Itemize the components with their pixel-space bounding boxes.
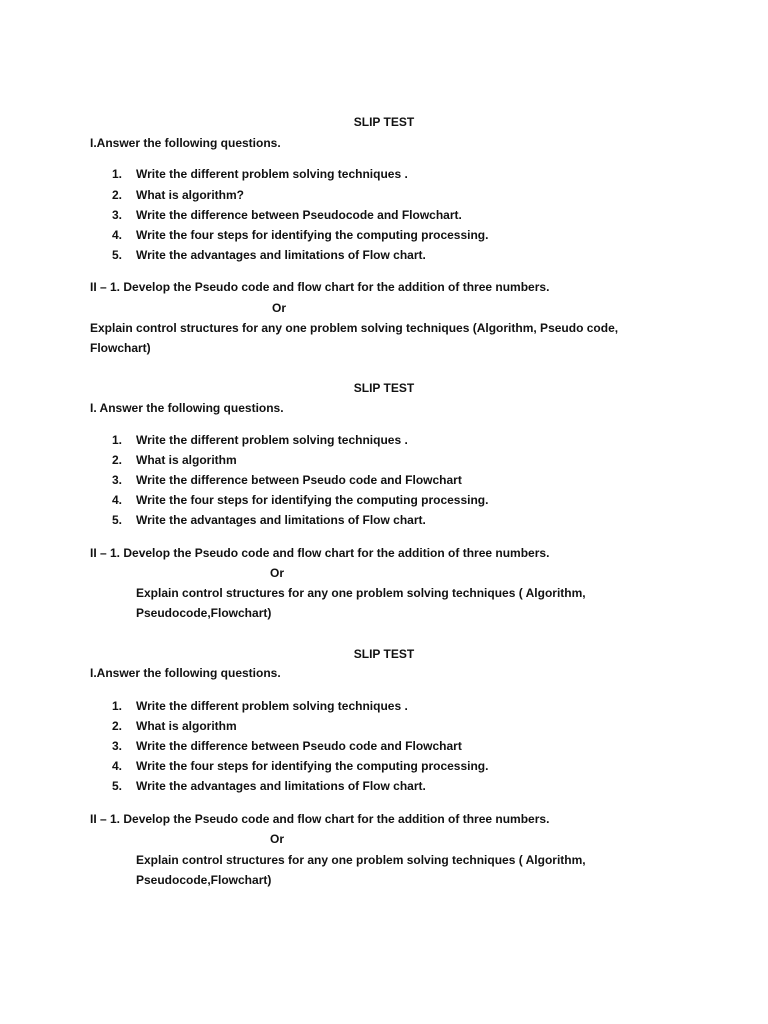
or-label: Or xyxy=(272,301,287,315)
question-number: 3. xyxy=(112,473,123,487)
or-label: Or xyxy=(270,832,285,846)
explain-question-line-1: Explain control structures for any one problem solving techniques (Algorithm, Pseudo code, xyxy=(90,321,619,335)
section-1-heading: I.Answer the following questions. xyxy=(90,666,281,680)
question-number: 2. xyxy=(112,188,123,202)
explain-question-line-2: Pseudocode,Flowchart) xyxy=(136,873,272,887)
question-text: Write the four steps for identifying the computing processing. xyxy=(136,228,489,242)
question-number: 4. xyxy=(112,493,123,507)
question-text: What is algorithm xyxy=(136,719,237,733)
slip-test-title: SLIP TEST xyxy=(353,381,415,395)
question-text: Write the four steps for identifying the computing processing. xyxy=(136,493,489,507)
explain-question-line-1: Explain control structures for any one problem solving techniques ( Algorithm, xyxy=(136,586,586,600)
question-text: Write the different problem solving techniques . xyxy=(136,167,408,181)
question-text: Write the advantages and limitations of Flow chart. xyxy=(136,779,426,793)
question-number: 4. xyxy=(112,228,123,242)
question-number: 5. xyxy=(112,779,123,793)
question-number: 2. xyxy=(112,453,123,467)
question-text: What is algorithm xyxy=(136,453,237,467)
question-text: What is algorithm? xyxy=(136,188,244,202)
question-number: 1. xyxy=(112,699,123,713)
question-text: Write the different problem solving techniques . xyxy=(136,433,408,447)
question-text: Write the difference between Pseudo code and Flowchart xyxy=(136,473,462,487)
question-number: 2. xyxy=(112,719,123,733)
section-1-heading: I.Answer the following questions. xyxy=(90,136,281,150)
question-text: Write the difference between Pseudocode and Flowchart. xyxy=(136,208,462,222)
question-number: 5. xyxy=(112,513,123,527)
explain-question-line-2: Pseudocode,Flowchart) xyxy=(136,606,272,620)
question-number: 5. xyxy=(112,248,123,262)
question-number: 3. xyxy=(112,208,123,222)
question-number: 1. xyxy=(112,433,123,447)
section-2-question: II – 1. Develop the Pseudo code and flow chart for the addition of three numbers. xyxy=(90,280,550,294)
question-text: Write the advantages and limitations of Flow chart. xyxy=(136,513,426,527)
slip-test-title: SLIP TEST xyxy=(353,647,415,661)
section-2-question: II – 1. Develop the Pseudo code and flow chart for the addition of three numbers. xyxy=(90,812,550,826)
question-text: Write the different problem solving techniques . xyxy=(136,699,408,713)
explain-question-line-1: Explain control structures for any one problem solving techniques ( Algorithm, xyxy=(136,853,586,867)
question-number: 4. xyxy=(112,759,123,773)
section-1-heading: I. Answer the following questions. xyxy=(90,401,284,415)
explain-question-line-2: Flowchart) xyxy=(90,341,151,355)
or-label: Or xyxy=(270,566,285,580)
section-2-question: II – 1. Develop the Pseudo code and flow chart for the addition of three numbers. xyxy=(90,546,550,560)
slip-test-title: SLIP TEST xyxy=(353,115,415,129)
question-text: Write the difference between Pseudo code and Flowchart xyxy=(136,739,462,753)
question-number: 3. xyxy=(112,739,123,753)
question-text: Write the four steps for identifying the computing processing. xyxy=(136,759,489,773)
question-text: Write the advantages and limitations of Flow chart. xyxy=(136,248,426,262)
question-number: 1. xyxy=(112,167,123,181)
